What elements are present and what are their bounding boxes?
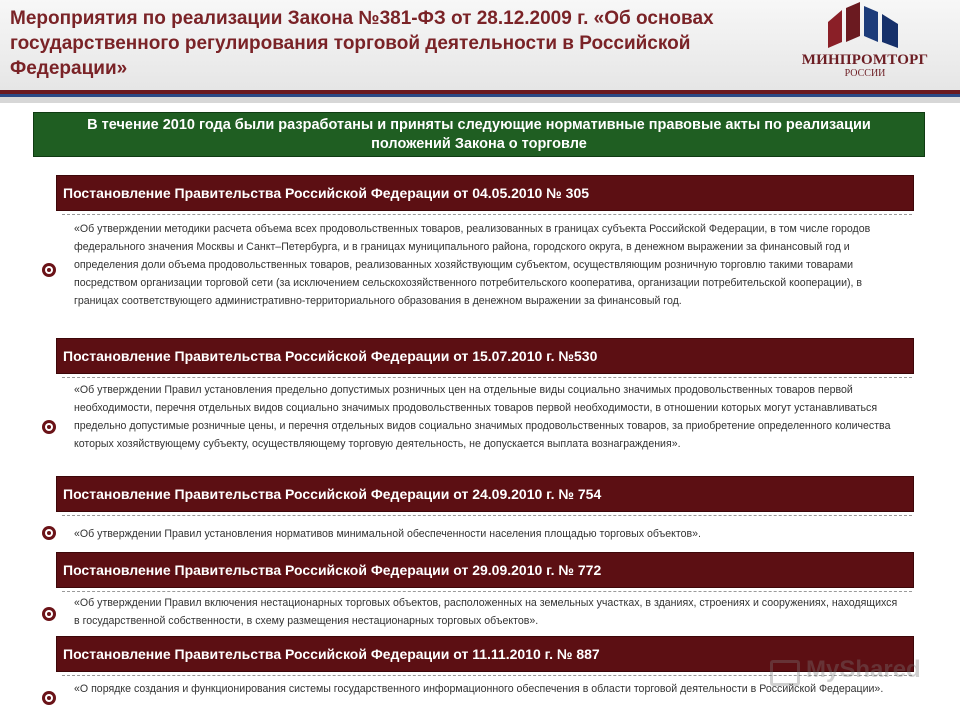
slide-title: Мероприятия по реализации Закона №381-ФЗ от 28.12.2009 г. «Об основах государственного регулирования торговой деятельности в Российской Федерации» xyxy=(10,8,714,79)
bullet-icon xyxy=(42,526,56,540)
bullet-icon xyxy=(42,691,56,705)
header-rule-grey xyxy=(0,97,960,103)
act-heading-3: Постановление Правительства Российской Федерации от 24.09.2010 г. № 754 xyxy=(56,476,914,512)
bullet-icon xyxy=(42,607,56,621)
act-description-5: «О порядке создания и функционирования системы государственного информационного обеспечения в области торговой деятельности в Российской Федерации». xyxy=(74,683,884,695)
flag-icon xyxy=(790,2,940,52)
slide-header xyxy=(0,0,960,90)
divider xyxy=(62,214,912,216)
bullet-icon xyxy=(42,420,56,434)
act-description-3: «Об утверждении Правил установления нормативов минимальной обеспеченности населения площадью торговых объектов». xyxy=(74,528,701,540)
divider xyxy=(62,377,912,379)
act-heading-5: Постановление Правительства Российской Федерации от 11.11.2010 г. № 887 xyxy=(56,636,914,672)
act-heading-4: Постановление Правительства Российской Федерации от 29.09.2010 г. № 772 xyxy=(56,552,914,588)
watermark: MyShared xyxy=(806,656,921,683)
watermark-icon xyxy=(770,660,800,686)
act-description-4: «Об утверждении Правил включения нестационарных торговых объектов, расположенных на земельных участках, в зданиях, строениях и сооружениях, находящихся в государственной собственности, в схему размещения нестационарных торговых объектов». xyxy=(74,597,898,627)
intro-text: В течение 2010 года были разработаны и приняты следующие нормативные правовые акты по реализации положений Закона о торговле xyxy=(87,116,871,152)
intro-banner xyxy=(33,112,925,157)
act-heading-1: Постановление Правительства Российской Федерации от 04.05.2010 № 305 xyxy=(56,175,914,211)
logo-text: МИНПРОМТОРГ xyxy=(801,52,929,68)
act-description-1: «Об утверждении методики расчета объема всех продовольственных товаров, реализованных в границах субъекта Российской Федерации, в том числе городов федерального значения Москвы и Санкт–Петербурга, и в границах муниципального района, городского округа, в денежном выражении за финансовый год и определения доли объема продовольственных товаров, реализованных хозяйствующим субъектом, осуществляющим розничную торговлю такими товарами посредством организации торговой сети (за исключением сельскохозяйственного потребительского кооператива, организации потребительской кооперации), в границах соответствующего административно-территориального образования в денежном выражении за финансовый год. xyxy=(74,223,871,307)
logo-subtext: РОССИИ xyxy=(844,68,886,79)
divider xyxy=(62,591,912,593)
act-description-2: «Об утверждении Правил установления предельно допустимых розничных цен на отдельные виды социально значимых продовольственных товаров первой необходимости, перечня отдельных видов социально значимых продовольственных товаров первой необходимости, в отношении которых могут устанавливаться предельно допустимые розничные цены, и перечня отдельных видов социально значимых продовольственных товаров, за приобретение определенного количества которых хозяйствующему субъекту, осуществляющему торговую деятельность, не допускается выплата вознаграждения». xyxy=(74,384,891,450)
ministry-logo xyxy=(790,2,940,84)
divider xyxy=(62,515,912,517)
act-heading-2: Постановление Правительства Российской Федерации от 15.07.2010 г. №530 xyxy=(56,338,914,374)
bullet-icon xyxy=(42,263,56,277)
